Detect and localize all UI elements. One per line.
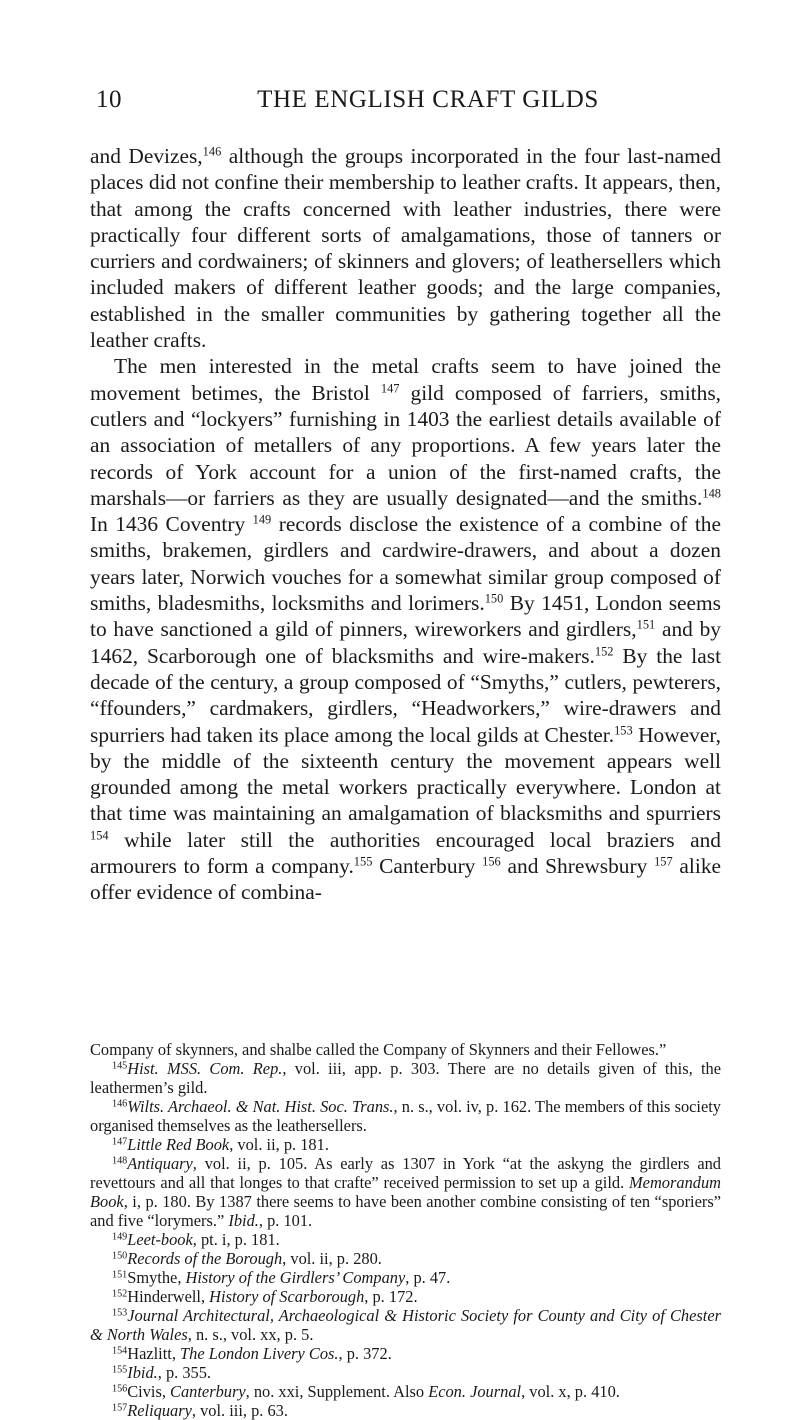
footnote-149: $^{149}$Leet-book, pt. i, p. 181. [112,1230,280,1249]
footnote-ref: 151 [636,617,656,632]
footnote-ref: 150 [484,591,504,606]
footnote-ref: 157 [654,854,673,869]
footnote-157: $^{157}$Reliquary, vol. iii, p. 63. [112,1401,288,1420]
footnote-153: $^{153}$Journal Architectural, Archaeological & Historic Society for County and City of Chester & North Wales, n. s., vol. xx, p. 5. [90,1306,721,1344]
footnote-151: $^{151}$Smythe, History of the Girdlers’ Company, p. 47. [112,1268,451,1287]
footnote-ref: 148 [702,486,721,501]
page-number: 10 [96,86,122,113]
footnotes [90,1040,721,1420]
paragraph: The men interested in the metal crafts seem to have joined the movement betimes, the Bristol $^{147}$ gild composed of farriers, smiths, cutlers and “lockyers” furnishing in 1403 the earliest details available of an association of metallers of any proportions. A few years later the records of York account for a union of the first-named crafts, the marshals—or farriers as they are usually designated—and the smiths.$^{148}$ In 1436 Coventry $^{149}$ records disclose the existence of a combine of the smiths, brakemen, girdlers and cardwire-drawers, and about a dozen years later, Norwich vouches for a somewhat similar group composed of smiths, bladesmiths, locksmiths and lorimers.$^{150}$ By 1451, London seems to have sanctioned a gild of pinners, wireworkers and girdlers,$^{151}$ and by 1462, Scarborough one of blacksmiths and wire-makers.$^{152}$ By the last decade of the century, a group composed of “Smyths,” cutlers, pewterers, “ffounders,” cardmakers, girdlers, “Headworkers,” wire-drawers and spurriers had taken its place among the local gilds at Chester.$^{153}$ However, by the middle of the sixteenth century the movement appears well grounded among the metal workers practically everywhere. London at that time was maintaining an amalgamation of blacksmiths and spurriers $^{154}$ while later still the authorities encouraged local braziers and armourers to form a company.$^{155}$ Canterbury $^{156}$ and Shrewsbury $^{157}$ alike offer evidence of combina- [90,354,722,905]
body-text [90,143,721,906]
footnote-continuation: Company of skynners, and shalbe called the Company of Skynners and their Fellowes.” [90,1040,667,1059]
footnote-150: $^{150}$Records of the Borough, vol. ii, p. 280. [112,1249,382,1268]
footnote-145: $^{145}$Hist. MSS. Com. Rep., vol. iii, app. p. 303. There are no details given of this, the leathermen’s gild. [90,1059,722,1097]
footnote-ref: 146 [202,144,222,159]
footnote-152: $^{152}$Hinderwell, History of Scarborough, p. 172. [112,1287,418,1306]
footnote-156: $^{156}$Civis, Canterbury, no. xxi, Supplement. Also Econ. Journal, vol. x, p. 410. [112,1382,620,1401]
footnote-ref: 154 [90,828,109,843]
footnote-ref: 155 [353,854,373,869]
footnote-ref: 147 [380,380,400,395]
footnote-148: $^{148}$Antiquary, vol. ii, p. 105. As early as 1307 in York “at the askyng the girdlers and revettours and all that longes to that crafte” received permission to set up a gild. Memorandum Book, i, p. 180. By 1387 there seems to have been another combine consisting of ten “sporiers” and five “lorymers.” Ibid., p. 101. [90,1154,721,1230]
footnote-ref: 156 [482,854,501,869]
footnote-154: $^{154}$Hazlitt, The London Livery Cos., p. 372. [112,1344,392,1363]
footnote-155: $^{155}$Ibid., p. 355. [112,1363,212,1382]
footnote-ref: 153 [614,722,633,737]
paragraph: and Devizes,$^{146}$ although the groups incorporated in the four last-named places did not confine their membership to leather crafts. It appears, then, that among the crafts concerned with leather industries, there were practically four different sorts of amalgamations, those of tanners or curriers and cordwainers; of skinners and glovers; of leathersellers which included makers of different leather goods; and the large companies, established in the smaller communities by gathering together all the leather crafts. [90,144,721,353]
page-header [96,86,720,116]
footnote-ref: 152 [594,643,614,658]
footnote-146: $^{146}$Wilts. Archaeol. & Nat. Hist. Soc. Trans., n. s., vol. iv, p. 162. The members of this society organised themselves as the leathersellers. [90,1097,721,1135]
running-head: THE ENGLISH CRAFT GILDS [257,86,599,113]
footnote-ref: 149 [252,512,272,527]
footnote-147: $^{147}$Little Red Book, vol. ii, p. 181. [112,1135,329,1154]
